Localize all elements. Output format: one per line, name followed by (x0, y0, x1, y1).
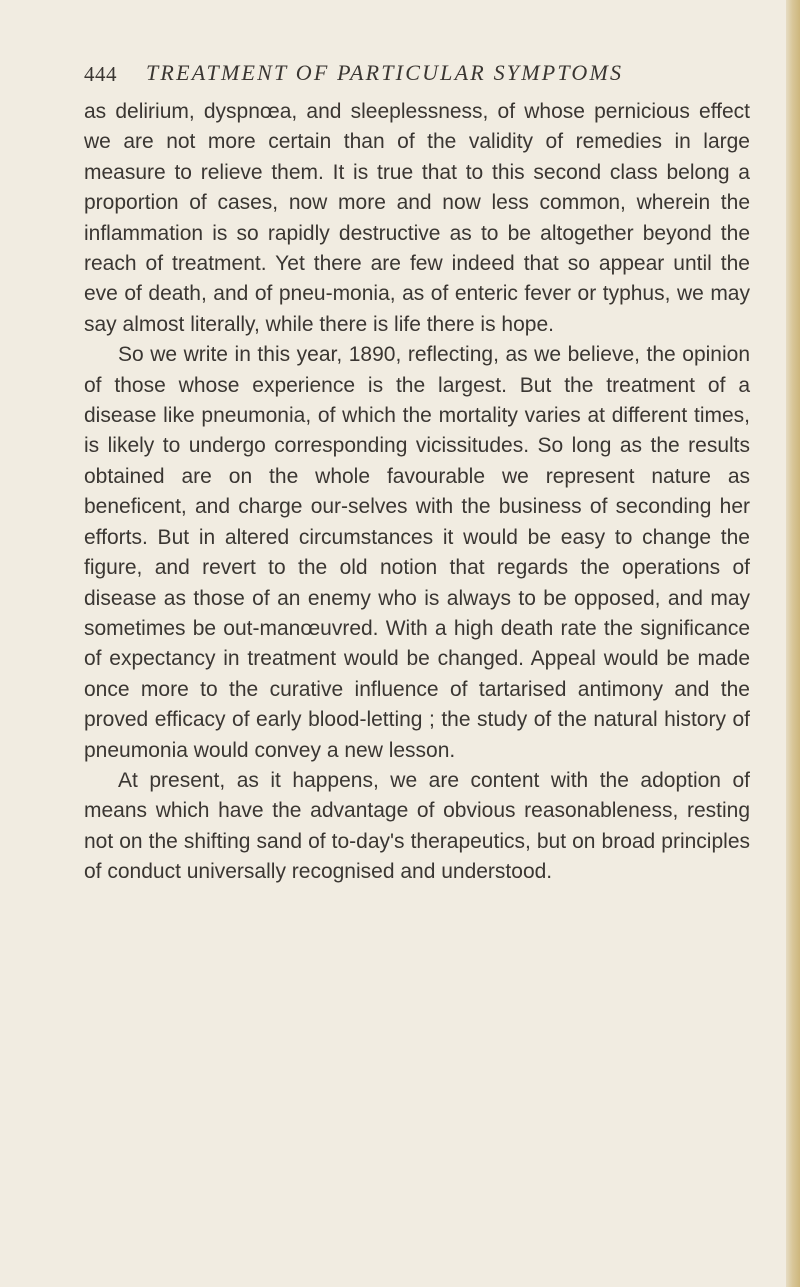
paragraph-1: as delirium, dyspnœa, and sleeplessness, of whose pernicious effect we are not more certain than of the validity of remedies in large measure to relieve them. It is true that to this second class belong a proportion of cases, now more and now less common, wherein the inflammation is so rapidly destructive as to be altogether beyond the reach of treatment. Yet there are few indeed that so appear until the eve of death, and of pneu-monia, as of enteric fever or typhus, we may say almost literally, while there is life there is hope. (84, 100, 750, 336)
body-text (84, 97, 750, 888)
paragraph-2: So we write in this year, 1890, reflecting, as we believe, the opinion of those whose experience is the largest. But the treatment of a disease like pneumonia, of which the mortality varies at different times, is likely to undergo corresponding vicissitudes. So long as the results obtained are on the whole favourable we represent nature as beneficent, and charge our-selves with the business of seconding her efforts. But in altered circumstances it would be easy to change the figure, and revert to the old notion that regards the operations of disease as those of an enemy who is always to be opposed, and may sometimes be out-manœuvred. With a high death rate the significance of expectancy in treatment would be changed. Appeal would be made once more to the curative influence of tartarised antimony and the proved efficacy of early blood-letting ; the study of the natural history of pneumonia would convey a new lesson. (84, 343, 750, 762)
paragraph-3: At present, as it happens, we are content with the adoption of means which have the advantage of obvious reasonableness, resting not on the shifting sand of to-day's therapeutics, but on broad principles of conduct universally recognised and understood. (84, 768, 750, 884)
running-head: TREATMENT OF PARTICULAR SYMPTOMS (146, 60, 624, 85)
page-edge (786, 0, 800, 1287)
page-number: 444 (84, 62, 117, 86)
page-header (84, 60, 774, 94)
